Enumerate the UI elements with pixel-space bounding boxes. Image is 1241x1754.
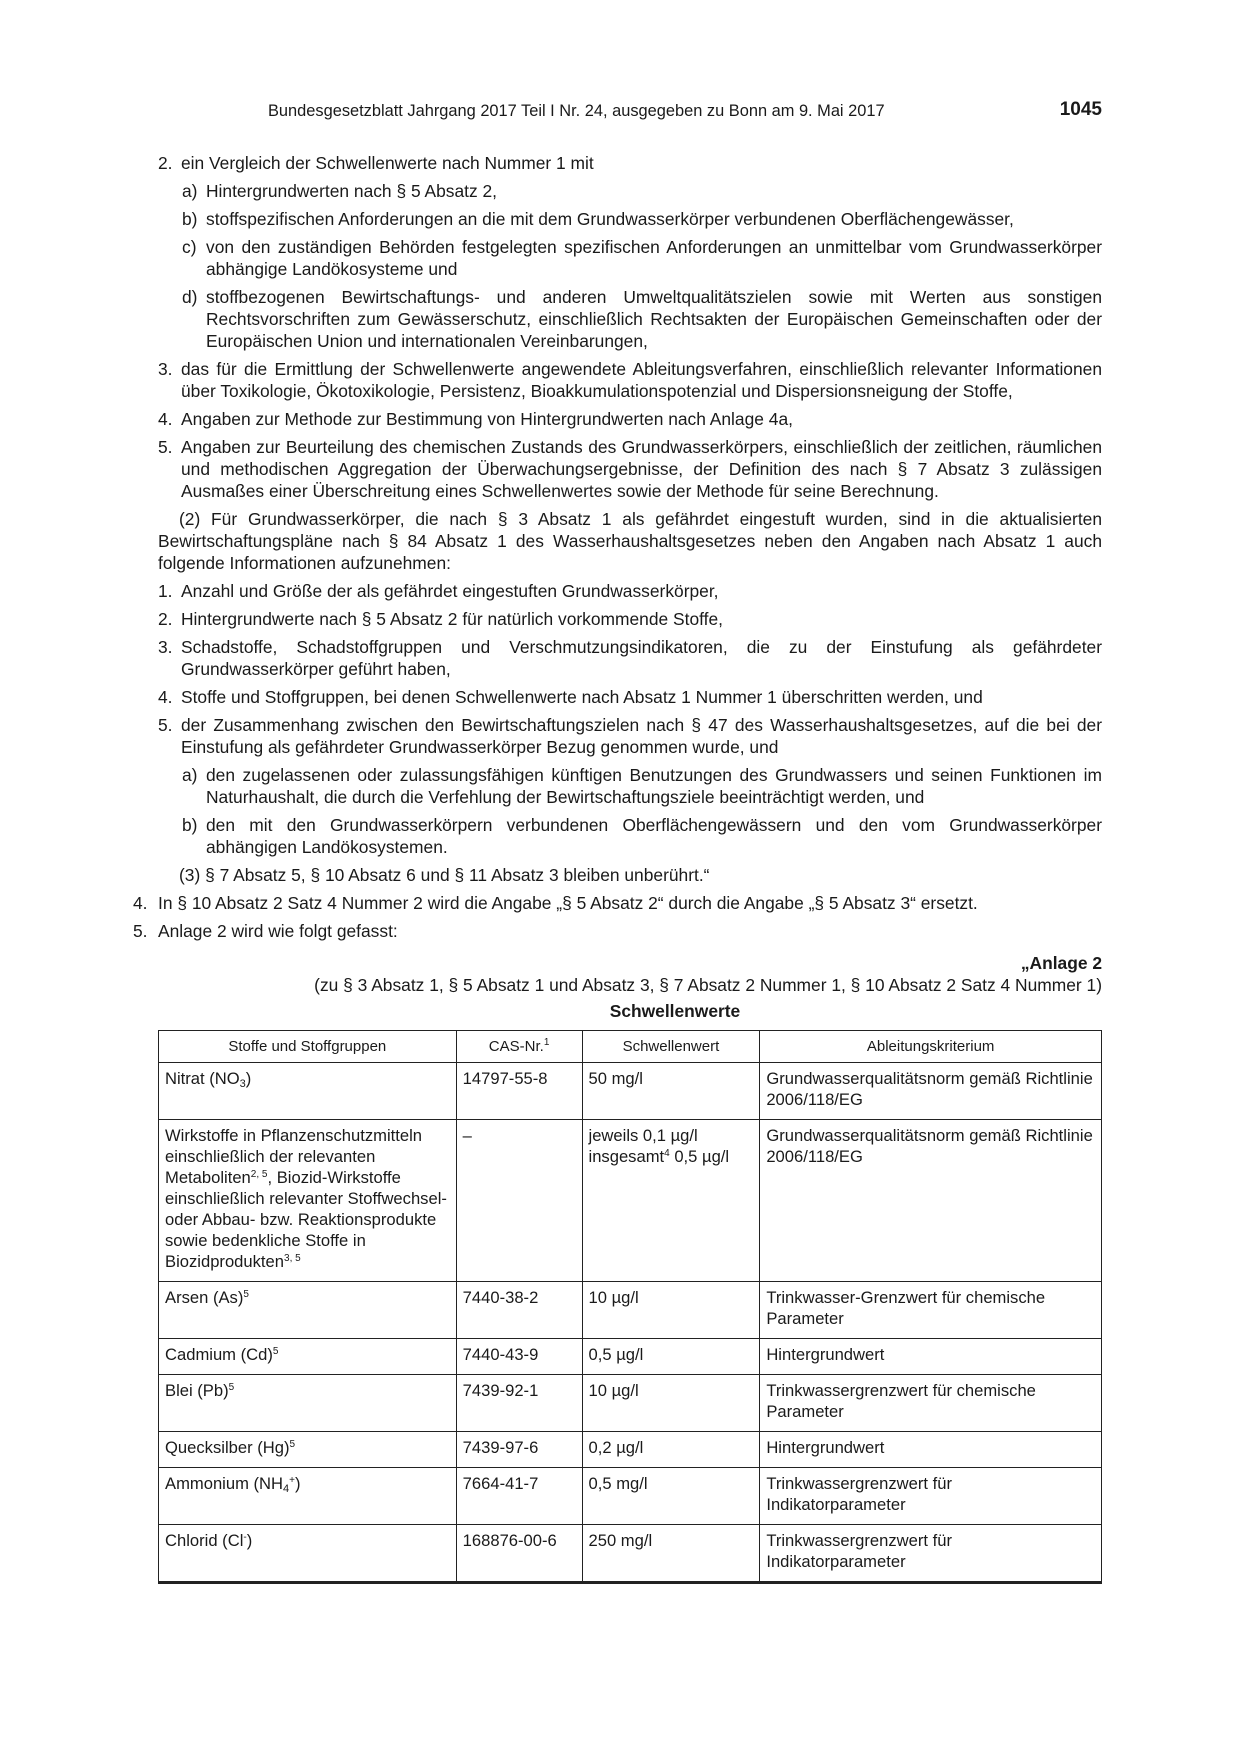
list-item — [133, 892, 1102, 914]
item-text: Angaben zur Methode zur Bestimmung von Hintergrundwerten nach Anlage 4a, — [181, 409, 793, 429]
value-cell: 250 mg/l — [582, 1525, 760, 1583]
substance-name: Wirkstoffe in Pflanzenschutzmitteln einschließlich der relevanten Metaboliten — [165, 1126, 423, 1187]
table-row — [159, 1282, 1102, 1339]
substance-name-end: ) — [245, 1069, 252, 1088]
substance-cell — [159, 1525, 457, 1583]
footnote-ref: 5 — [243, 1289, 249, 1300]
cas-cell: – — [456, 1120, 582, 1282]
substance-name: Chlorid (Cl — [165, 1531, 244, 1550]
page-header — [268, 100, 1102, 126]
table-row — [159, 1120, 1102, 1282]
footnote-ref: 5 — [289, 1439, 296, 1450]
column-header: Stoffe und Stoffgruppen — [159, 1031, 457, 1063]
item-text: ein Vergleich der Schwellenwerte nach Nummer 1 mit — [181, 153, 594, 173]
item-text: Anlage 2 wird wie folgt gefasst: — [158, 921, 398, 941]
substance-cell — [159, 1282, 457, 1339]
column-header: Ableitungskriterium — [760, 1031, 1102, 1063]
criterion-cell: Trinkwassergrenzwert für chemische Parameter — [760, 1375, 1102, 1432]
footnote-ref: 3, 5 — [284, 1253, 301, 1264]
criterion-cell: Hintergrundwert — [760, 1339, 1102, 1375]
item-letter: d) — [182, 287, 198, 307]
item-letter: b) — [182, 815, 198, 835]
criterion-cell: Hintergrundwert — [760, 1432, 1102, 1468]
item-text: von den zuständigen Behörden festgelegten spezifischen Anforderungen an unmittelbar vom Grundwasserkörper abhängige Landökosysteme und — [206, 237, 1102, 279]
substance-cell — [159, 1468, 457, 1525]
value-cell: 0,5 mg/l — [582, 1468, 760, 1525]
criterion-cell: Trinkwassergrenzwert für Indikatorparameter — [760, 1468, 1102, 1525]
item-number: 5. — [158, 437, 173, 457]
footnote-ref: 5 — [228, 1382, 235, 1393]
table-header-row — [159, 1031, 1102, 1063]
item-text: der Zusammenhang zwischen den Bewirtschaftungszielen nach § 47 des Wasserhaushaltsgesetzes, auf die bei der Einstufung als gefährdeter Grundwasserkörper Bezug genommen wurde, und — [181, 715, 1102, 757]
superscript: + — [289, 1475, 295, 1486]
criterion-cell: Grundwasserqualitätsnorm gemäß Richtlinie 2006/118/EG — [760, 1063, 1102, 1120]
list-item — [158, 608, 1102, 630]
footnote-ref: 1 — [543, 1037, 550, 1048]
value-cell: 50 mg/l — [582, 1063, 760, 1120]
footnote-ref: 5 — [272, 1346, 279, 1357]
footnote-ref: 2, 5 — [250, 1169, 268, 1180]
value-cell — [582, 1120, 760, 1282]
item-letter: b) — [182, 209, 198, 229]
value-line-end: 0,5 µg/l — [669, 1147, 730, 1166]
subscript: 4 — [283, 1483, 290, 1495]
item-letter: a) — [182, 765, 198, 785]
item-number: 2. — [158, 153, 173, 173]
table-title: Schwellenwerte — [609, 1001, 741, 1021]
paragraph-2: (2) Für Grundwasserkörper, die nach § 3 Absatz 1 als gefährdet eingestuft wurden, sind in die aktualisierten Bewirtschaftungspläne nach § 84 Absatz 1 des Wasserhaushaltsgesetzes neben den Angaben nach Absatz 1 auch folgende Informationen aufzunehmen: — [158, 509, 1102, 573]
list-item — [158, 408, 1102, 430]
list-item — [133, 920, 1102, 942]
list-item — [158, 152, 1102, 174]
footnote-ref: 4 — [664, 1148, 670, 1159]
list-item — [158, 764, 1102, 808]
cas-cell: 7440-38-2 — [456, 1282, 582, 1339]
substance-name: Quecksilber (Hg) — [165, 1438, 290, 1457]
item-number: 4. — [133, 893, 148, 913]
table-row — [159, 1432, 1102, 1468]
item-text: den mit den Grundwasserkörpern verbundenen Oberflächengewässern und den vom Grundwasserkörper abhängigen Landökosystemen. — [206, 815, 1102, 857]
column-header-text: CAS-Nr. — [488, 1038, 544, 1055]
cas-cell: 168876-00-6 — [456, 1525, 582, 1583]
substance-cell — [159, 1339, 457, 1375]
substance-name: Ammonium (NH — [165, 1474, 284, 1493]
item-text: stoffbezogenen Bewirtschaftungs- und anderen Umweltqualitätszielen sowie mit Werten aus sonstigen Rechtsvorschriften zum Gewässerschutz, einschließlich Rechtsakten der Europäischen Gemeinschaften oder der Europäischen Union und internationalen Vereinbarungen, — [206, 287, 1102, 351]
thresholds-table — [158, 1030, 1102, 1584]
superscript: - — [243, 1532, 247, 1543]
list-item — [158, 686, 1102, 708]
anlage-reference: (zu § 3 Absatz 1, § 5 Absatz 1 und Absatz 3, § 7 Absatz 2 Nummer 1, § 10 Absatz 2 Satz 4 Nummer 1) — [314, 975, 1102, 995]
item-letter: c) — [182, 237, 197, 257]
item-number: 5. — [133, 921, 148, 941]
list-item — [158, 636, 1102, 680]
item-text: Hintergrundwerte nach § 5 Absatz 2 für natürlich vorkommende Stoffe, — [181, 609, 723, 629]
list-item — [158, 436, 1102, 502]
value-line: insgesamt — [588, 1147, 665, 1166]
substance-cell — [159, 1063, 457, 1120]
item-text: In § 10 Absatz 2 Satz 4 Nummer 2 wird die Angabe „§ 5 Absatz 2“ durch die Angabe „§ 5 Absatz 3“ ersetzt. — [158, 893, 978, 913]
item-number: 4. — [158, 409, 173, 429]
page-number: 1045 — [1059, 99, 1102, 120]
cas-cell: 7439-97-6 — [456, 1432, 582, 1468]
item-text: Anzahl und Größe der als gefährdet eingestuften Grundwasserkörper, — [181, 581, 719, 601]
column-header: Schwellenwert — [582, 1031, 760, 1063]
item-text: Stoffe und Stoffgruppen, bei denen Schwellenwerte nach Absatz 1 Nummer 1 überschritten werden, und — [181, 687, 983, 707]
cas-cell: 7664-41-7 — [456, 1468, 582, 1525]
criterion-cell: Grundwasserqualitätsnorm gemäß Richtlinie 2006/118/EG — [760, 1120, 1102, 1282]
header-text: Bundesgesetzblatt Jahrgang 2017 Teil I Nr. 24, ausgegeben zu Bonn am 9. Mai 2017 — [268, 102, 885, 120]
list-item — [158, 714, 1102, 758]
substance-cell — [159, 1432, 457, 1468]
item-number: 3. — [158, 637, 173, 657]
value-cell: 10 µg/l — [582, 1375, 760, 1432]
list-item — [158, 580, 1102, 602]
table-row — [159, 1375, 1102, 1432]
substance-name: Arsen (As) — [165, 1288, 244, 1307]
substance-name: Nitrat (NO — [165, 1069, 240, 1088]
item-text: das für die Ermittlung der Schwellenwerte angewendete Ableitungsverfahren, einschließlich relevanter Informationen über Toxikologie, Ökotoxikologie, Persistenz, Bioakkumulationspotenzial und Dispersionsneigung der Stoffe, — [181, 359, 1102, 401]
substance-cell — [159, 1375, 457, 1432]
criterion-cell: Trinkwassergrenzwert für Indikatorparameter — [760, 1525, 1102, 1583]
substance-name-end: ) — [294, 1474, 301, 1493]
item-text: Hintergrundwerten nach § 5 Absatz 2, — [206, 181, 497, 201]
paragraph-3: (3) § 7 Absatz 5, § 10 Absatz 6 und § 11 Absatz 3 bleiben unberührt.“ — [179, 865, 710, 885]
value-cell: 0,2 µg/l — [582, 1432, 760, 1468]
cas-cell: 7439-92-1 — [456, 1375, 582, 1432]
item-text: Angaben zur Beurteilung des chemischen Zustands des Grundwasserkörpers, einschließlich der zeitlichen, räumlichen und methodischen Aggregation der Überwachungsergebnisse, der Definition des nach § 7 Absatz 3 zulässigen Ausmaßes einer Überschreitung eines Schwellenwertes sowie der Methode für seine Berechnung. — [181, 437, 1102, 501]
list-item — [158, 358, 1102, 402]
value-cell: 0,5 µg/l — [582, 1339, 760, 1375]
item-number: 4. — [158, 687, 173, 707]
list-item — [158, 208, 1102, 230]
list-item — [158, 236, 1102, 280]
substance-name-cont: , Biozid-Wirkstoffe einschließlich relevanter Stoffwechsel- oder Abbau- bzw. Reaktionsprodukte sowie bedenkliche Stoffe in Biozidprodukten — [165, 1168, 447, 1271]
list-item — [158, 180, 1102, 202]
item-letter: a) — [182, 181, 198, 201]
substance-cell — [159, 1120, 457, 1282]
column-header — [456, 1031, 582, 1063]
list-item — [158, 814, 1102, 858]
criterion-cell: Trinkwasser-Grenzwert für chemische Parameter — [760, 1282, 1102, 1339]
item-number: 5. — [158, 715, 173, 735]
item-text: Schadstoffe, Schadstoffgruppen und Verschmutzungsindikatoren, die zu der Einstufung als gefährdeter Grundwasserkörper geführt haben, — [181, 637, 1102, 679]
table-row — [159, 1339, 1102, 1375]
substance-name: Cadmium (Cd) — [165, 1345, 273, 1364]
table-row — [159, 1468, 1102, 1525]
anlage-title: „Anlage 2 — [1020, 953, 1102, 973]
cas-cell: 14797-55-8 — [456, 1063, 582, 1120]
table-row — [159, 1063, 1102, 1120]
item-text: stoffspezifischen Anforderungen an die mit dem Grundwasserkörper verbundenen Oberflächengewässer, — [206, 209, 1014, 229]
substance-name-end: ) — [246, 1531, 253, 1550]
value-line: jeweils 0,1 µg/l — [588, 1126, 698, 1145]
cas-cell: 7440-43-9 — [456, 1339, 582, 1375]
table-row — [159, 1525, 1102, 1583]
subscript: 3 — [239, 1078, 246, 1090]
list-item — [158, 286, 1102, 352]
document-body — [133, 152, 1102, 1584]
value-cell: 10 µg/l — [582, 1282, 760, 1339]
item-number: 3. — [158, 359, 173, 379]
substance-name: Blei (Pb) — [165, 1381, 229, 1400]
item-text: den zugelassenen oder zulassungsfähigen künftigen Benutzungen des Grundwassers und seinen Funktionen im Naturhaushalt, die durch die Verfehlung der Bewirtschaftungsziele beeinträchtigt werden, und — [206, 765, 1102, 807]
item-number: 1. — [158, 581, 173, 601]
item-number: 2. — [158, 609, 173, 629]
